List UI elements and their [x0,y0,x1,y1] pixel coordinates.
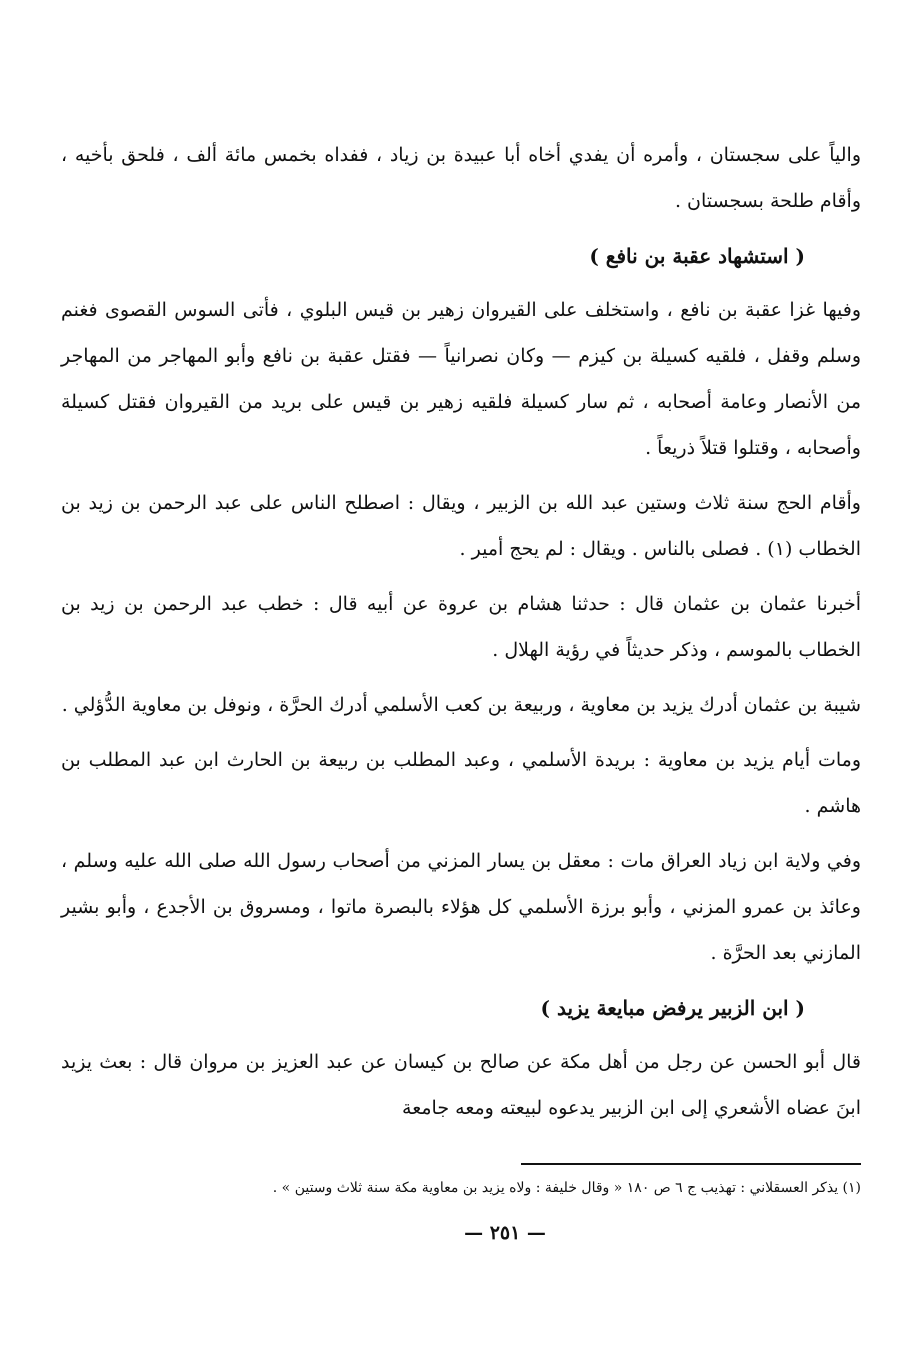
paragraph-uthman-report: أخبرنا عثمان بن عثمان قال : حدثنا هشام بن عروة عن أبيه قال : خطب عبد الرحمن بن زيد بن الخطاب بالموسم ، وذكر حديثاً في رؤية الهلال . [61,593,861,661]
main-text [61,132,861,1140]
section-heading-uqba: ( استشهاد عقبة بن نافع ) [589,244,805,268]
paragraph-abu-hasan: قال أبو الحسن عن رجل من أهل مكة عن صالح بن كيسان عن عبد العزيز بن مروان قال : بعث يزيد ابنَ عضاه الأشعري إلى ابن الزبير يدعوه لبيعته ومعه جامعة [61,1051,861,1119]
paragraph-deaths-iraq: وفي ولاية ابن زياد العراق مات : معقل بن يسار المزني من أصحاب رسول الله صلى الله عليه وسلم ، وعائذ بن عمرو المزني ، وأبو برزة الأسلمي كل هؤلاء بالبصرة ماتوا ، ومسروق بن الأجدع ، وأبو بشير المازني بعد الحرَّة . [61,850,861,964]
paragraph-sijistan: والياً على سجستان ، وأمره أن يفدي أخاه أبا عبيدة بن زياد ، ففداه بخمس مائة ألف ، فلحق بأخيه ، وأقام طلحة بسجستان . [61,144,861,212]
footnote-divider [521,1163,861,1165]
paragraph-deaths-yazid: ومات أيام يزيد بن معاوية : بريدة الأسلمي ، وعبد المطلب بن ربيعة بن الحارث ابن عبد المطلب بن هاشم . [61,749,861,817]
footnote: (١) يذكر العسقلاني : تهذيب ج ٦ ص ١٨٠ « وقال خليفة : ولاه يزيد بن معاوية مكة سنة ثلاث وستين » . [272,1180,861,1196]
page-number: — ٢٥١ — [464,1222,546,1244]
paragraph-hajj: وأقام الحج سنة ثلاث وستين عبد الله بن الزبير ، ويقال : اصطلح الناس على عبد الرحمن بن زيد بن الخطاب (١) . فصلى بالناس . ويقال : لم يحج أمير . [61,492,861,560]
section-heading-ibn-zubayr: ( ابن الزبير يرفض مبايعة يزيد ) [540,996,805,1020]
paragraph-shayba: شيبة بن عثمان أدرك يزيد بن معاوية ، وربيعة بن كعب الأسلمي أدرك الحرَّة ، ونوفل بن معاوية الدُّؤلي . [61,694,861,716]
paragraph-uqba: وفيها غزا عقبة بن نافع ، واستخلف على القيروان زهير بن قيس البلوي ، فأتى السوس القصوى فغنم وسلم وقفل ، فلقيه كسيلة بن كيزم — وكان نصرانياً — فقتل عقبة بن نافع وأبو المهاجر من المهاجر من الأنصار وعامة أصحابه ، ثم سار كسيلة فلقيه زهير بن قيس على بريد من القيروان فقتل كسيلة وأصحابه ، وقتلوا قتلاً ذريعاً . [61,299,861,459]
